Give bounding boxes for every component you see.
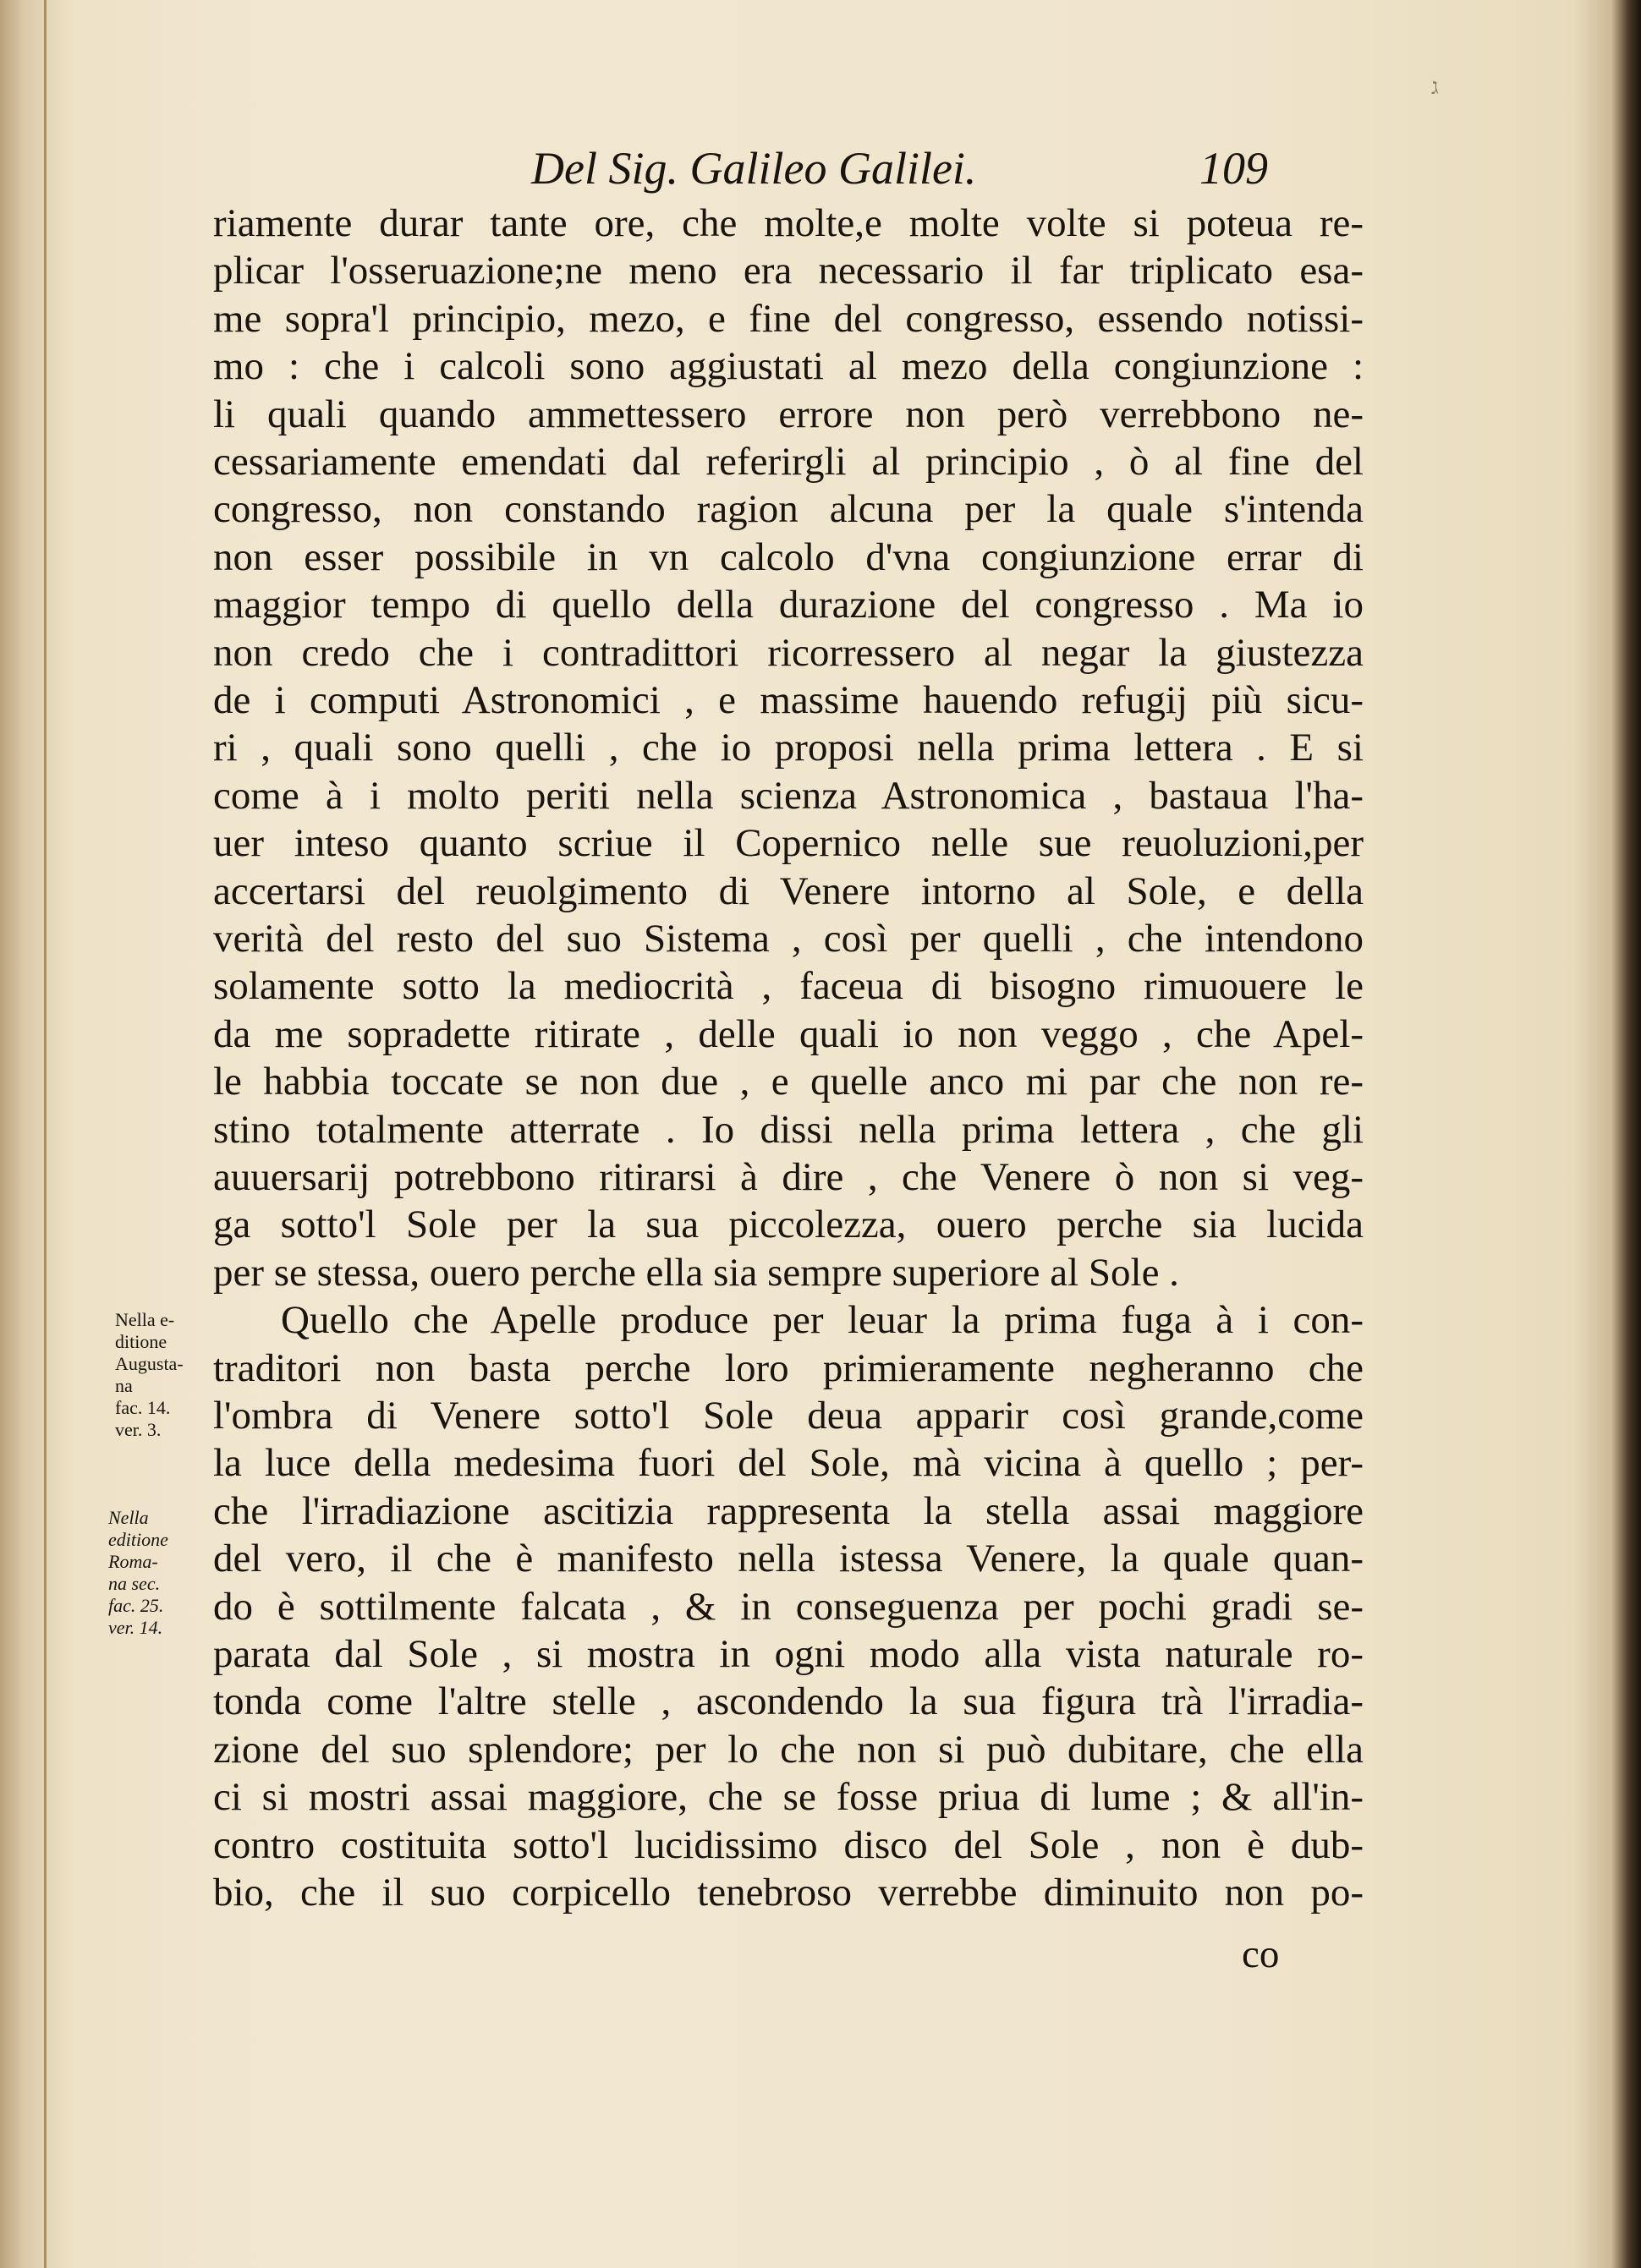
margin-note-line: fac. 14.: [115, 1397, 171, 1418]
text-line: per se stessa, ouero perche ella sia sempre superiore al Sole .: [213, 1250, 1179, 1295]
text-line: del vero, il che è manifesto nella istessa Venere, la quale quan-: [213, 1537, 1364, 1581]
text-line: bio, che il suo corpicello tenebroso verrebbe diminuito non po-: [213, 1871, 1364, 1915]
text-line: la luce della medesima fuori del Sole, mà vicina à quello ; per-: [213, 1441, 1364, 1486]
text-line: maggior tempo di quello della durazione del congresso . Ma io: [213, 583, 1364, 627]
margin-note-line: ver. 14.: [108, 1617, 163, 1638]
catchword: co: [1242, 1932, 1280, 1976]
text-line: verità del resto del suo Sistema , così per quelli , che intendono: [213, 917, 1364, 961]
margin-note-line: ditione: [115, 1331, 167, 1352]
text-line: traditori non basta perche loro primieramente negheranno che: [213, 1345, 1364, 1390]
running-title: Del Sig. Galileo Galilei.: [531, 143, 977, 194]
margin-note-line: editione: [108, 1529, 168, 1550]
margin-note-line: na: [115, 1375, 133, 1396]
text-line: cessariamente emendati dal referirgli al principio , ò al fine del: [213, 440, 1364, 484]
text-line: li quali quando ammettessero errore non però verrebbono ne-: [213, 392, 1364, 436]
text-line: accertarsi del reuolgimento di Venere intorno al Sole, e della: [213, 868, 1364, 913]
text-line: mo : che i calcoli sono aggiustati al mezo della congiunzione :: [213, 344, 1364, 389]
running-header: [531, 142, 1292, 201]
text-line: me sopra'l principio, mezo, e fine del congresso, essendo notissi-: [213, 296, 1364, 341]
page-gutter: [44, 0, 47, 2268]
text-line: auuersarij potrebbono ritirarsi à dire , che Venere ò non si veg-: [213, 1155, 1364, 1199]
text-line: do è sottilmente falcata , & in conseguenza per pochi gradi se-: [213, 1584, 1364, 1629]
margin-note-line: Augusta-: [115, 1353, 184, 1374]
text-line: Quello che Apelle produce per leuar la prima fuga à i con-: [281, 1298, 1364, 1343]
text-line: solamente sotto la mediocrità , faceua di bisogno rimuouere le: [213, 964, 1364, 1009]
text-line: riamente durar tante ore, che molte,e molte volte si poteua re-: [213, 201, 1364, 245]
text-line: plicar l'osseruazione;ne meno era necessario il far triplicato esa-: [213, 249, 1364, 293]
text-line: parata dal Sole , si mostra in ogni modo alla vista naturale ro-: [213, 1632, 1364, 1676]
text-line: non credo che i contradittori ricorressero al negar la giustezza: [213, 630, 1364, 675]
margin-note-line: na sec.: [108, 1573, 161, 1594]
text-line: congresso, non constando ragion alcuna per la quale s'intenda: [213, 487, 1364, 532]
text-line: che l'irradiazione ascitizia rappresenta la stella assai maggiore: [213, 1488, 1364, 1533]
text-line: ri , quali sono quelli , che io proposi nella prima lettera . E si: [213, 726, 1364, 770]
text-line: da me sopradette ritirate , delle quali io non veggo , che Apel-: [213, 1011, 1364, 1056]
text-line: stino totalmente atterrate . Io dissi nella prima lettera , che gli: [213, 1107, 1364, 1152]
text-line: tonda come l'altre stelle , ascondendo la sua figura trà l'irradia-: [213, 1679, 1364, 1724]
text-line: non esser possibile in vn calcolo d'vna congiunzione errar di: [213, 534, 1364, 579]
margin-note-augustana: [115, 1309, 217, 1441]
page-number: 109: [1199, 143, 1268, 194]
text-line: zione del suo splendore; per lo che non si può dubitare, che ella: [213, 1727, 1364, 1772]
text-line: come à i molto periti nella scienza Astronomica , bastaua l'ha-: [213, 773, 1364, 818]
margin-note-line: ver. 3.: [115, 1419, 162, 1440]
margin-note-line: fac. 25.: [108, 1595, 164, 1616]
margin-note-line: Roma-: [108, 1551, 158, 1572]
text-line: l'ombra di Venere sotto'l Sole deua apparir così grande,come: [213, 1394, 1364, 1438]
text-line: uer inteso quanto scriue il Copernico nelle sue reuoluzioni,per: [213, 821, 1364, 866]
text-line: le habbia toccate se non due , e quelle anco mi par che non re-: [213, 1060, 1364, 1104]
margin-note-line: Nella e-: [115, 1309, 175, 1330]
text-line: ga sotto'l Sole per la sua piccolezza, ouero perche sia lucida: [213, 1202, 1364, 1247]
text-line: contro costituita sotto'l lucidissimo disco del Sole , non è dub-: [213, 1822, 1364, 1867]
text-line: ci si mostri assai maggiore, che se fosse priua di lume ; & all'in-: [213, 1775, 1364, 1820]
margin-note-line: Nella: [108, 1507, 149, 1528]
text-line: de i computi Astronomici , e massime hauendo refugij più sicu-: [213, 678, 1364, 722]
margin-note-romana: [108, 1507, 213, 1639]
corner-mark: ג: [1431, 74, 1439, 99]
